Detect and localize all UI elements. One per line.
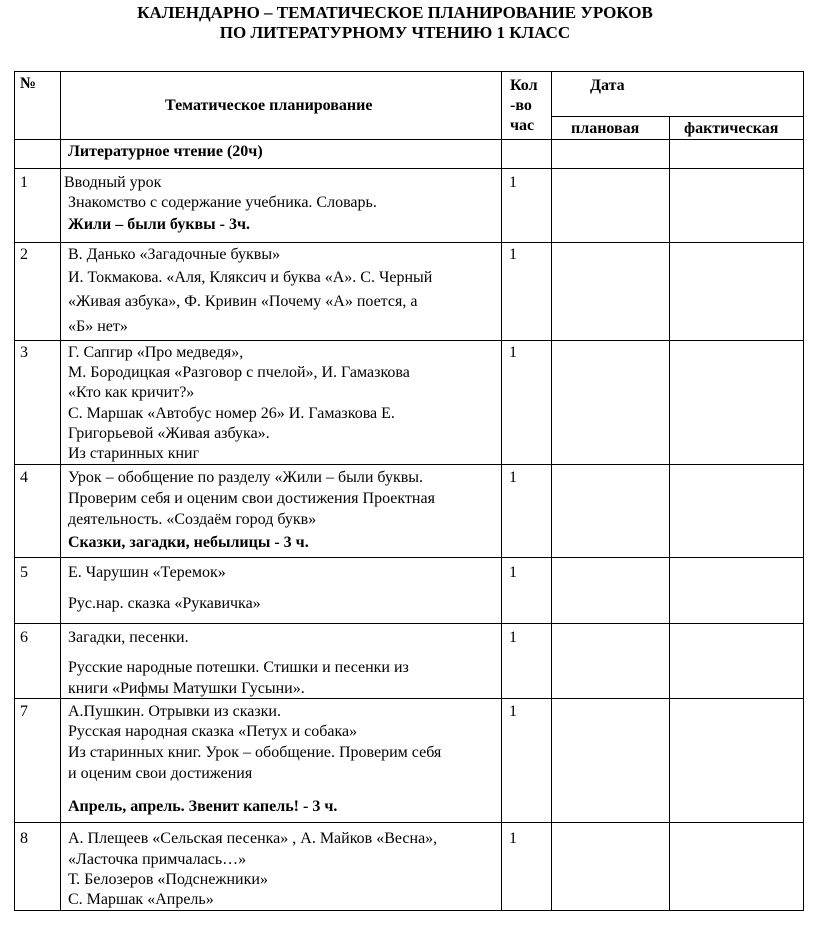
table-border-bottom [14,910,803,911]
row-topic-line: и оценим свои достижения [68,765,253,782]
row-topic-line: Т. Белозеров «Подснежники» [68,871,268,888]
row-topic-line: С. Маршак «Апрель» [68,891,214,908]
planned-column-divider [669,116,670,911]
row-topic-line: деятельность. «Создаём город букв» [68,511,317,528]
topic-column-divider [501,71,502,911]
row-topic-line: Русские народные потешки. Стишки и песенки из [68,659,409,676]
row-hours: 1 [509,174,517,191]
section-heading: Литературное чтение (20ч) [68,143,263,160]
row-hours: 1 [509,469,517,486]
table-row-divider [14,822,803,823]
row-topic-line: А. Плещеев «Сельская песенка» , А. Майков «Весна», [68,830,438,847]
row-topic-line: М. Бородицкая «Разговор с пчелой», И. Гамазкова [68,364,410,381]
table-row-divider [14,698,803,699]
row-hours: 1 [509,830,517,847]
date-subheader-line [551,116,803,117]
table-row-divider [14,168,803,169]
header-number: № [20,75,37,92]
header-hours-line-3: час [510,117,535,134]
header-planned: плановая [571,120,640,137]
row-topic-line: Из старинных книг [68,445,200,462]
row-topic-line: Рус.нар. сказка «Рукавичка» [68,595,261,612]
row-number: 4 [20,469,28,486]
row-number: 8 [20,830,28,847]
header-actual: фактическая [684,120,779,137]
document-title-line-1: КАЛЕНДАРНО – ТЕМАТИЧЕСКОЕ ПЛАНИРОВАНИЕ УРОКОВ [137,3,653,22]
row-number: 1 [20,174,28,191]
row-number: 6 [20,629,28,646]
row-number: 3 [20,344,28,361]
row-topic-line: Г. Сапгир «Про медведя», [68,344,244,361]
table-row-divider [14,139,803,140]
row-topic-line: книги «Рифмы Матушки Гусыни». [68,680,305,697]
row-topic-line: С. Маршак «Автобус номер 26» И. Гамазкова Е. [68,405,395,422]
row-hours: 1 [509,246,517,263]
section-heading: Сказки, загадки, небылицы - 3 ч. [68,534,309,551]
table-row-divider [14,464,803,465]
header-hours-line-1: Кол [510,77,538,94]
row-hours: 1 [509,344,517,361]
row-number: 5 [20,564,28,581]
row-topic-line: Григорьевой «Живая азбука». [68,425,270,442]
row-topic-line: «Б» нет» [68,318,128,335]
num-column-divider [60,71,61,911]
row-topic-line: Русская народная сказка «Петух и собака» [68,723,358,740]
row-topic-line: «Ласточка примчалась…» [68,851,247,868]
row-topic-line: Проверим себя и оценим свои достижения Проектная [68,490,435,507]
row-topic-line: Из старинных книг. Урок – обобщение. Проверим себя [68,744,442,761]
table-row-divider [14,242,803,243]
row-topic-line: «Кто как кричит?» [68,384,195,401]
row-topic-line: «Живая азбука», Ф. Кривин «Почему «А» поется, а [68,293,418,310]
section-heading: Жили – были буквы - 3ч. [68,216,251,233]
table-row-divider [14,623,803,624]
row-number: 2 [20,246,28,263]
row-hours: 1 [509,703,517,720]
row-topic-line: Вводный урок [64,174,162,191]
table-border-right [803,71,804,911]
row-topic-line: Загадки, песенки. [68,629,189,646]
table-border-left [14,71,15,911]
section-heading: Апрель, апрель. Звенит капель! - 3 ч. [68,798,338,815]
row-hours: 1 [509,564,517,581]
hours-column-divider [551,71,552,911]
document-title-line-2: ПО ЛИТЕРАТУРНОМУ ЧТЕНИЮ 1 КЛАСС [219,23,571,42]
table-row-divider [14,340,803,341]
row-number: 7 [20,703,28,720]
row-topic-line: Урок – обобщение по разделу «Жили – были буквы. [68,469,424,486]
table-row-divider [14,557,803,558]
row-topic-line: И. Токмакова. «Аля, Кляксич и буква «А». С. Черный [68,269,433,286]
row-topic-line: В. Данько «Загадочные буквы» [68,246,281,263]
table-border-top [14,71,803,72]
row-topic-line: А.Пушкин. Отрывки из сказки. [68,703,281,720]
header-hours-line-2: -во [510,97,532,114]
header-date: Дата [590,77,625,94]
row-hours: 1 [509,629,517,646]
row-topic-line: Е. Чарушин «Теремок» [68,564,226,581]
header-topic: Тематическое планирование [165,97,373,114]
row-topic-line: Знакомство с содержание учебника. Словарь. [68,194,377,211]
